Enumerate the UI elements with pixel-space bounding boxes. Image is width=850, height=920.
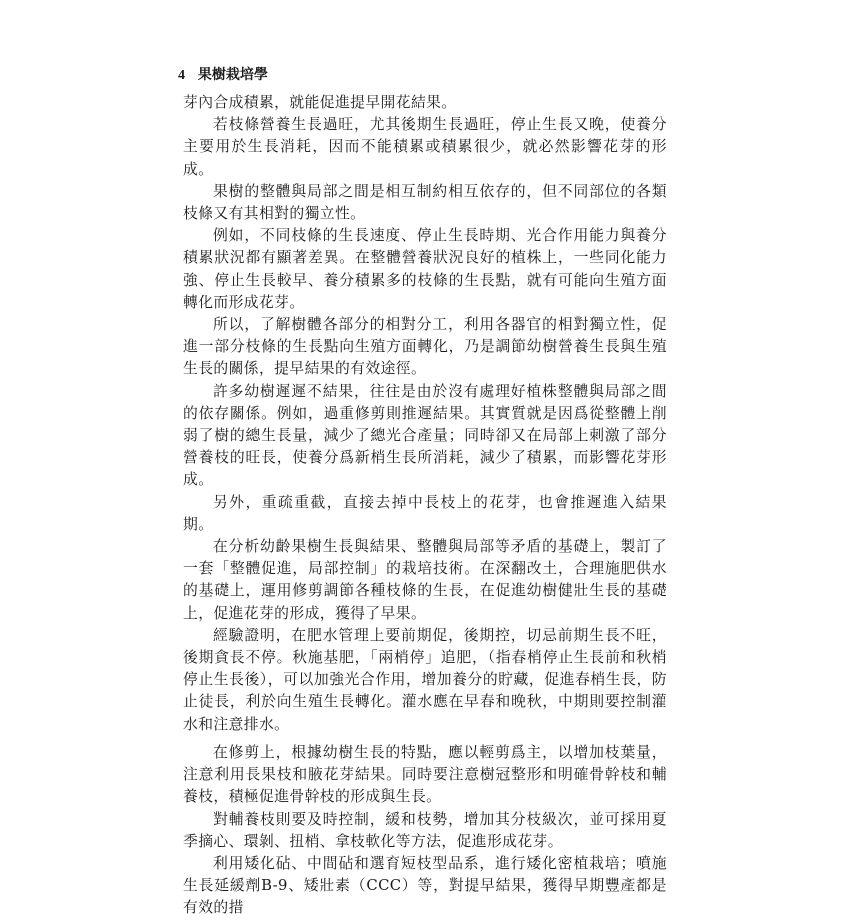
paragraph: 例如，不同枝條的生長速度、停止生長時期、光合作用能力與養分積累狀況都有顯著差異。在整體營養狀況良好的植株上，一些同化能力強、停止生長較早、養分積累多的枝條的生長點，就有可能向生殖方面轉化而形成花芽。 (183, 227, 667, 311)
running-head (178, 66, 268, 85)
paragraph: 所以，了解樹體各部分的相對分工，利用各器官的相對獨立性，促進一部分枝條的生長點向生殖方面轉化，乃是調節幼樹營養生長與生殖生長的關係，提早結果的有效途徑。 (183, 316, 667, 378)
paragraph: 在分析幼齡果樹生長與結果、整體與局部等矛盾的基礎上，製訂了一套「整體促進，局部控制」的栽培技術。在深翻改土，合理施肥供水的基礎上，運用修剪調節各種枝條的生長，在促進幼樹健壯生長的基礎上，促進花芽的形成，獲得了早果。 (183, 538, 667, 622)
paragraph: 若枝條營養生長過旺，尤其後期生長過旺，停止生長又晚，使養分主要用於生長消耗，因而不能積累或積累很少，就必然影響花芽的形成。 (183, 116, 667, 178)
body-text (183, 92, 667, 920)
paragraph: 在修剪上，根據幼樹生長的特點，應以輕剪爲主，以增加枝葉量，注意利用長果枝和腋花芽結果。同時要注意樹冠整形和明確骨幹枝和輔養枝，積極促進骨幹枝的形成與生長。 (183, 743, 667, 806)
page-number: 4 (178, 68, 185, 83)
book-title: 果樹栽培學 (197, 67, 268, 83)
paragraph: 對輔養枝則要及時控制，緩和枝勢，增加其分枝級次，並可採用夏季摘心、環剝、扭梢、拿枝軟化等方法，促進形成花芽。 (183, 810, 667, 850)
paragraph: 利用矮化砧、中間砧和選育短枝型品系，進行矮化密植栽培；噴施生長延緩劑B-9、矮壯素（CCC）等，對提早結果，獲得早期豐產都是有效的措 (183, 854, 667, 917)
paragraph: 經驗證明，在肥水管理上要前期促，後期控，切忌前期生長不旺，後期貪長不停。秋施基肥，「兩梢停」追肥，（指春梢停止生長前和秋梢停止生長後），可以加強光合作用，增加養分的貯藏，促進春梢生長，防止徒長，利於向生殖生長轉化。灌水應在早春和晚秋，中期則要控制灌水和注意排水。 (183, 626, 667, 733)
paragraph: 果樹的整體與局部之間是相互制約相互依存的，但不同部位的各類枝條又有其相對的獨立性。 (183, 182, 667, 223)
paragraph: 許多幼樹遲遲不結果，往往是由於沒有處理好植株整體與局部之間的依存關係。例如，過重修剪則推遲結果。其實質就是因爲從整體上削弱了樹的總生長量，減少了總光合產量；同時卻又在局部上刺激了部分營養枝的旺長，使養分爲新梢生長所消耗，減少了積累，而影響花芽形成。 (183, 382, 667, 489)
paragraph-continuation: 芽內合成積累，就能促進提早開花結果。 (183, 94, 457, 111)
paragraph: 另外，重疏重截，直接去掉中長枝上的花芽，也會推遲進入結果期。 (183, 493, 667, 533)
